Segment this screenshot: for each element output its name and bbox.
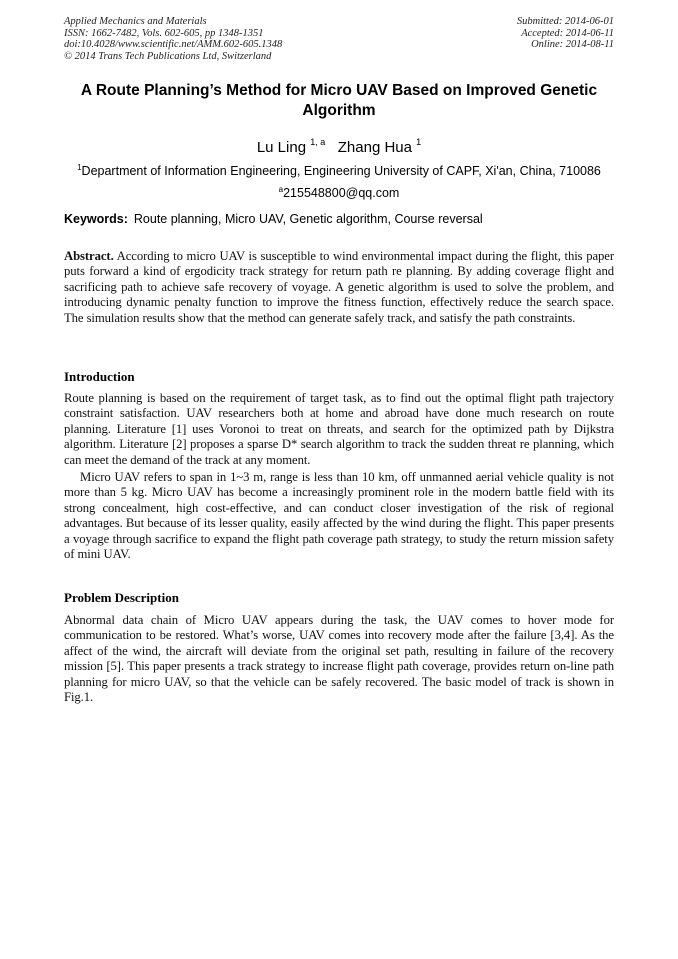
journal-header	[64, 16, 282, 62]
author-affil-marker: 1	[416, 137, 422, 147]
author-name: Lu Ling	[256, 139, 307, 156]
online-date: Online: 2014-08-11	[531, 39, 614, 50]
journal-name: Applied Mechanics and Materials	[64, 16, 207, 27]
abstract-text: According to micro UAV is susceptible to wind environmental impact during the flight, this paper puts forward a kind of ergodicity track strategy for return path re planning. By adding coverage flight and sacrificing path to achieve safe recovery of voyage. A genetic algorithm is used to solve the problem, and introducing dynamic penalty function to improve the fitness function, effectively reduce the search space. The simulation results show that the method can generate safely track, and satisfy the path constraints.	[64, 249, 614, 325]
abstract-label: Abstract.	[64, 249, 114, 263]
keywords	[64, 212, 614, 227]
keywords-label: Keywords:	[64, 212, 128, 226]
abstract	[64, 249, 614, 326]
copyright-line: © 2014 Trans Tech Publications Ltd, Switzerland	[64, 50, 272, 62]
author-affil-marker: 1, a	[310, 137, 326, 147]
author-list	[64, 139, 614, 157]
introduction-paragraph-1: Route planning is based on the requirement of target task, as to find out the optimal flight path trajectory constraint satisfaction. UAV researchers both at home and abroad have done much research on route planning. Literature [1] uses Voronoi to treat on threats, and search for the optimized path by Dijkstra algorithm. Literature [2] proposes a sparse D* search algorithm to track the sudden threat re planning, which can meet the demand of the track at any moment.	[64, 391, 614, 467]
doi-line: doi:10.4028/www.scientific.net/AMM.602-605.1348	[64, 39, 283, 50]
section-heading-introduction: Introduction	[64, 369, 135, 384]
affiliation	[64, 164, 614, 179]
affiliation-marker: 1	[77, 163, 82, 172]
submitted-date: Submitted: 2014-06-01	[516, 16, 614, 27]
paper-title: A Route Planning’s Method for Micro UAV Based on Improved Genetic Algorithm	[80, 82, 598, 119]
issn-line: ISSN: 1662-7482, Vols. 602-605, pp 1348-1351	[64, 27, 264, 39]
author-email	[64, 186, 614, 201]
introduction-paragraph-2: Micro UAV refers to span in 1~3 m, range is less than 10 km, off unmanned aerial vehicle quality is not more than 5 kg. Micro UAV has become a increasingly prominent role in the modern battle field with its strong concealment, high cost-effective, and can conduct closer investigation of the risk of regional advantages. But because of its lesser quality, easily affected by the wind during the flight. This paper presents a voyage through sacrifice to expand the flight path coverage path strategy, to study the return mission safety of mini UAV.	[64, 470, 614, 562]
affiliation-text: Department of Information Engineering, Engineering University of CAPF, Xi'an, China, 710086	[81, 164, 601, 178]
email-text: 215548800@qq.com	[283, 186, 400, 200]
problem-paragraph-1: Abnormal data chain of Micro UAV appears during the task, the UAV comes to hover mode for communication to be restored. What’s worse, UAV comes into recovery mode after the failure [3,4]. As the affect of the wind, the aircraft will deviate from the original set path, resulting in failure of the recovery mission [5]. This paper presents a track strategy to increase flight path coverage, provides return on-line path planning for micro UAV, so that the vehicle can be safely recovered. The basic model of track is shown in Fig.1.	[64, 613, 614, 705]
section-heading-problem: Problem Description	[64, 590, 179, 605]
accepted-date: Accepted: 2014-06-11	[521, 27, 614, 39]
email-marker: a	[278, 185, 284, 194]
dates-header	[517, 16, 614, 51]
keywords-text: Route planning, Micro UAV, Genetic algorithm, Course reversal	[133, 212, 483, 226]
author-name: Zhang Hua	[337, 139, 412, 156]
